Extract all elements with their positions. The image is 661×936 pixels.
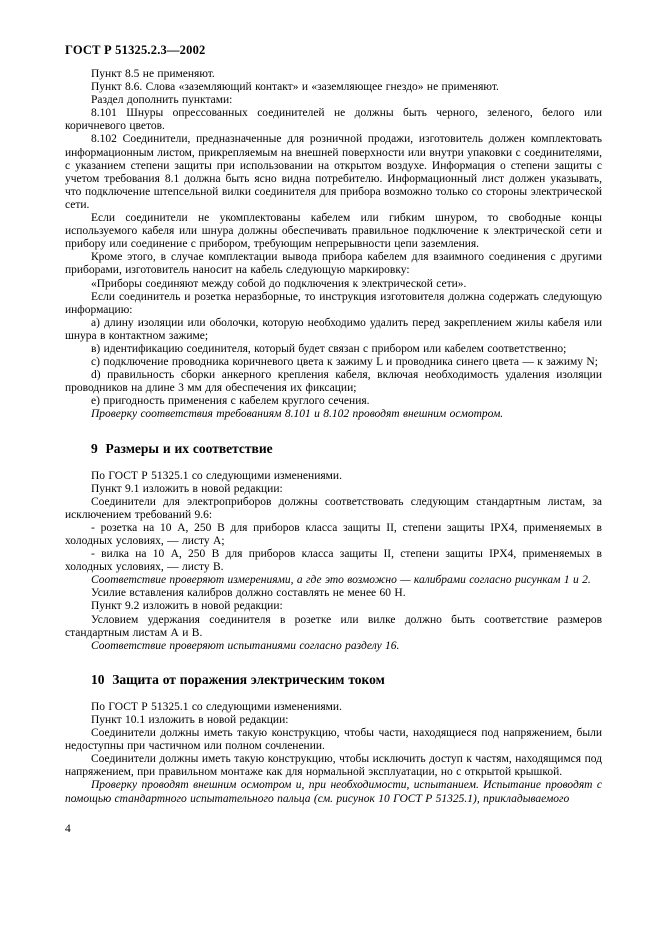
paragraph: Соединители должны иметь такую конструкцию, чтобы исключить доступ к частям, находящимся под напряжением, при правильном монтаже как для нормальной эксплуатации, но с открытой крышкой. <box>65 753 602 779</box>
paragraph: Соответствие проверяют испытаниями согласно разделу 16. <box>91 639 400 652</box>
paragraph: Пункт 9.1 изложить в новой редакции: <box>91 482 283 495</box>
section-heading: 10 Защита от поражения электрическим током <box>91 671 385 687</box>
paragraph: Пункт 10.1 изложить в новой редакции: <box>91 713 289 726</box>
paragraph: Пункт 9.2 изложить в новой редакции: <box>91 600 283 613</box>
paragraph: Пункт 8.6. Слова «заземляющий контакт» и «заземляющее гнездо» не применяют. <box>91 81 499 94</box>
paragraph: 8.102 Соединители, предназначенные для розничной продажи, изготовитель должен комплектовать информационным листом, прикрепляемым на внешней поверхности или внутри упаковки с соединителями, с указанием степени защиты при использовании на открытом воздухе. Информация о степени защиты с учетом требования 8.1 должна быть ясно видна потребителю. Информационный лист должен указывать, что подключение штепсельной вилки соединителя для прибора возможно только со стороны электрической сети. <box>65 133 602 211</box>
paragraph: а) длину изоляции или оболочки, которую необходимо удалить перед закреплением жилы кабеля или шнура в контактном зажиме; <box>65 316 602 342</box>
paragraph: Проверку соответствия требованиям 8.101 и 8.102 проводят внешним осмотром. <box>91 408 504 421</box>
page-number: 4 <box>65 823 71 835</box>
paragraph: Условием удержания соединителя в розетке или вилке должно быть соответствие размеров стандартным листам А и В. <box>65 613 602 639</box>
paragraph: Кроме этого, в случае комплектации вывода прибора кабелем для взаимного соединения с другими приборами, изготовитель наносит на кабель следующую маркировку: <box>65 251 602 277</box>
paragraph: в) идентификацию соединителя, который будет связан с прибором или кабелем соответственно; <box>91 342 567 355</box>
paragraph: - розетка на 10 А, 250 В для приборов класса защиты II, степени защиты IPX4, применяемых в холодных условиях, — листу А; <box>65 521 602 547</box>
paragraph: - вилка на 10 А, 250 В для приборов класса защиты II, степени защиты IPX4, применяемых в холодных условиях, — листу В. <box>65 548 602 574</box>
paragraph: с) подключение проводника коричневого цвета к зажиму L и проводника синего цвета — к зажиму N; <box>91 356 598 369</box>
paragraph: Соединители для электроприборов должны соответствовать следующим стандартным листам, за исключением требований 9.6: <box>65 495 602 521</box>
paragraph: е) пригодность применения с кабелем круглого сечения. <box>91 395 370 408</box>
paragraph: Если соединители не укомплектованы кабелем или гибким шнуром, то свободные концы используемого кабеля или шнура должны обеспечивать правильное подключение к электрической сети и прибору или соединение с прибором, требующим непрерывности цепи заземления. <box>65 212 602 251</box>
standard-code-header: ГОСТ Р 51325.2.3—2002 <box>65 43 206 57</box>
paragraph: Соответствие проверяют измерениями, а где это возможно — калибрами согласно рисункам 1 и 2. <box>91 574 591 587</box>
paragraph: По ГОСТ Р 51325.1 со следующими изменениями. <box>91 700 342 713</box>
paragraph: d) правильность сборки анкерного крепления кабеля, включая необходимость удаления изоляции проводников на длине 3 мм для обеспечения их фиксации; <box>65 369 602 395</box>
paragraph: «Приборы соединяют между собой до подключения к электрической сети». <box>91 277 467 290</box>
section-heading: 9 Размеры и их соответствие <box>91 440 273 456</box>
paragraph: Если соединитель и розетка неразборные, то инструкция изготовителя должна содержать следующую информацию: <box>65 290 602 316</box>
paragraph: Проверку проводят внешним осмотром и, при необходимости, испытанием. Испытание проводят с помощью стандартного испытательного пальца (см. рисунок 10 ГОСТ Р 51325.1), прикладываемого <box>65 779 602 805</box>
paragraph: 8.101 Шнуры опрессованных соединителей не должны быть черного, зеленого, белого или коричневого цветов. <box>65 107 602 133</box>
document-body <box>65 68 602 806</box>
paragraph: Соединители должны иметь такую конструкцию, чтобы части, находящиеся под напряжением, были недоступны при частичном или полном сочленении. <box>65 727 602 753</box>
paragraph: По ГОСТ Р 51325.1 со следующими изменениями. <box>91 469 342 482</box>
paragraph: Пункт 8.5 не применяют. <box>91 68 215 80</box>
paragraph: Усилие вставления калибров должно составлять не менее 60 Н. <box>91 587 406 600</box>
paragraph: Раздел дополнить пунктами: <box>91 94 233 107</box>
